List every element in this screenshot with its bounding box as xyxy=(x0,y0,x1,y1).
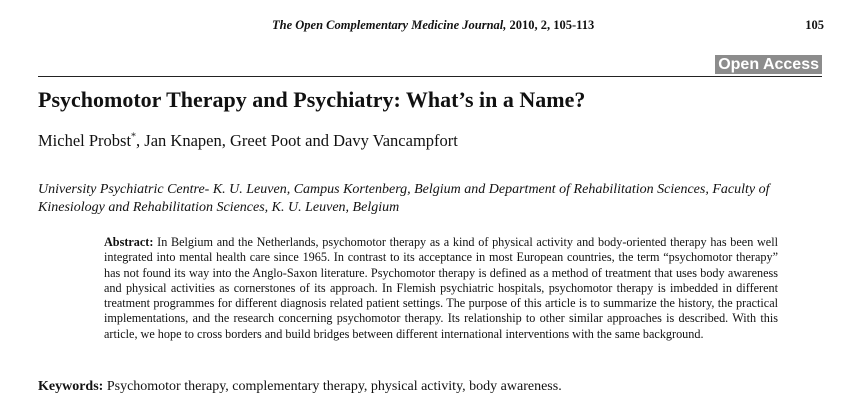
open-access-badge: Open Access xyxy=(715,55,822,74)
keywords-text: Psychomotor therapy, complementary therapy, physical activity, body awareness. xyxy=(103,379,562,394)
corresponding-author-marker: * xyxy=(131,131,137,143)
journal-name: The Open Complementary Medicine Journal, xyxy=(272,18,507,32)
journal-citation xyxy=(272,18,594,33)
author-list xyxy=(38,131,458,151)
page-number: 105 xyxy=(805,18,824,32)
abstract-label: Abstract: xyxy=(104,235,154,249)
keywords-label: Keywords: xyxy=(38,379,104,394)
author-first: Michel Probst xyxy=(38,131,132,150)
keywords xyxy=(38,379,562,395)
article-title: Psychomotor Therapy and Psychiatry: What’s in a Name? xyxy=(38,87,586,112)
affiliation: University Psychiatric Centre- K. U. Leuven, Campus Kortenberg, Belgium and Department of Rehabilitation Sciences, Faculty of Kinesiology and Rehabilitation Sciences, K. U. Leuven, Belgium xyxy=(38,182,770,215)
authors-rest: , Jan Knapen, Greet Poot and Davy Vancampfort xyxy=(136,131,458,150)
abstract xyxy=(104,235,778,342)
running-header xyxy=(0,18,854,38)
journal-details: 2010, 2, 105-113 xyxy=(506,18,595,32)
header-divider xyxy=(38,76,822,77)
abstract-text: In Belgium and the Netherlands, psychomotor therapy as a kind of physical activity and body-oriented therapy has been well integrated into mental health care since 1965. In contrast to its acceptance in most European countries, the term “psychomotor therapy” has not found its way into the Anglo-Saxon literature. Psychomotor therapy is defined as a method of treatment that uses body awareness and physical activities as cornerstones of its approach. In Flemish psychiatric hospitals, psychomotor therapy is imbedded in different treatment programmes for different diagnosis related patient settings. The purpose of this article is to summarize the history, the practical implementations, and the research concerning psychomotor therapy. Its relationship to other similar approaches is described. With this article, we hope to cross borders and build bridges between different international interventions with the same background. xyxy=(104,235,778,341)
